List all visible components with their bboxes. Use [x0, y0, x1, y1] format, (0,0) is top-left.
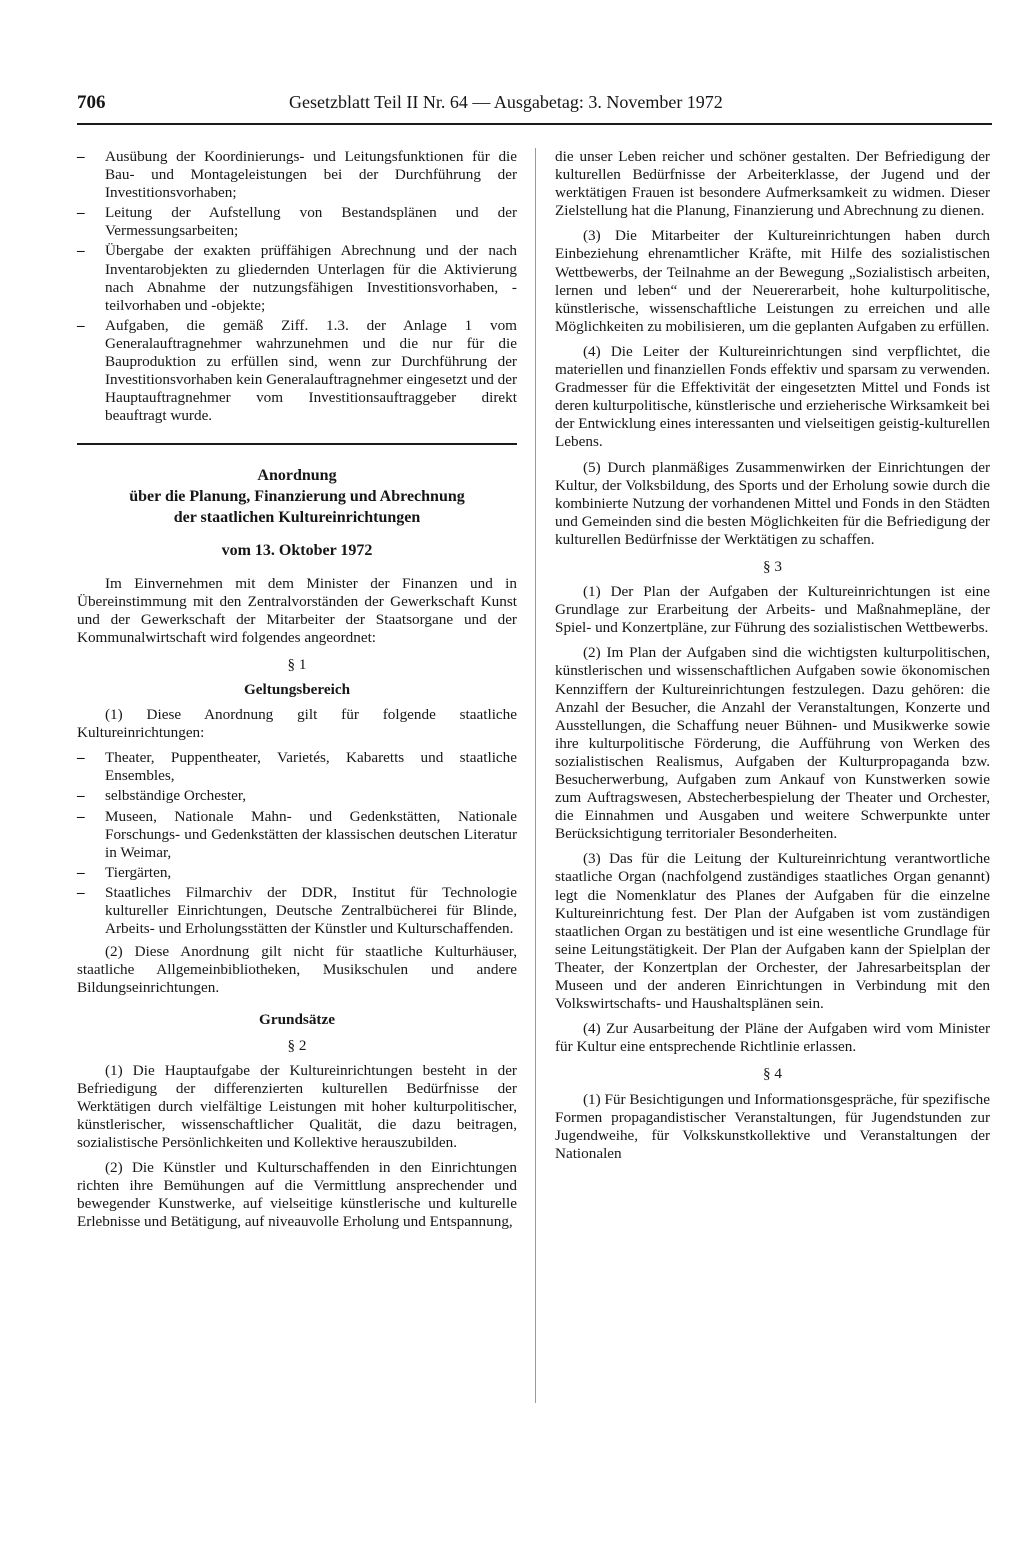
paragraph: (1) Diese Anordnung gilt für folgende staatliche Kultureinrichtungen: — [77, 706, 517, 742]
list-item: – Übergabe der exakten prüffähigen Abrechnung und der nach Inventarobjekten zu gliedernden Unterlagen für die Aktivierung nach Abnahme der nutzungsfähigen Investitionsvorhaben, -teilvorhaben und -objekte; — [77, 242, 517, 314]
header-title: Gesetzblatt Teil II Nr. 64 — Ausgabetag: 3. November 1972 — [289, 92, 723, 112]
section-label: § 3 — [763, 557, 782, 575]
preamble: Im Einvernehmen mit dem Minister der Finanzen und in Übereinstimmung mit den Zentralvorständen der Gewerkschaft Kunst und der Gewerkschaft der Mitarbeiter der Staatsorgane und der Kommunalwirtschaft wird folgendes angeordnet: — [77, 574, 517, 646]
section-heading: Geltungsbereich — [243, 680, 351, 698]
list-item: – Aufgaben, die gemäß Ziff. 1.3. der Anlage 1 vom Generalauftragnehmer wahrzunehmen und die nur für die Bauproduktion zu erfüllen sind, wenn zur Durchführung der Investitionsvorhaben kein Generalauftragnehmer eingesetzt und der Hauptauftragnehmer vom Investitionsauftraggeber direkt beauftragt wurde. — [77, 317, 517, 426]
paragraph: (2) Die Künstler und Kulturschaffenden in den Einrichtungen richten ihre Bemühungen auf die Vermittlung ansprechender und bewegender Kunstwerke, auf vielseitige künstlerische und kulturelle Erlebnisse und Betätigung, auf niveauvolle Erholung und Entspannung, — [77, 1159, 517, 1231]
list-item: – Theater, Puppentheater, Varietés, Kabaretts und staatliche Ensembles, — [77, 749, 517, 785]
scope-list — [77, 749, 517, 938]
column-divider — [535, 148, 536, 1403]
paragraph: (1) Der Plan der Aufgaben der Kultureinrichtungen ist eine Grundlage zur Erarbeitung der Arbeits- und Maßnahmepläne, der Spiel- und Konzertpläne, zur Führung des sozialistischen Wettbewerbs. — [555, 583, 990, 637]
paragraph: (1) Für Besichtigungen und Informationsgespräche, für spezifische Formen propagandistischer Veranstaltungen, für Jugendstunden zur Jugendweihe, für Volkskunstkollektive und Veranstaltungen der Nationalen — [555, 1090, 990, 1162]
list-item: – selbständige Orchester, — [77, 787, 517, 805]
paragraph: (3) Die Mitarbeiter der Kultureinrichtungen haben durch Einbeziehung ehrenamtlicher Kräfte, mit Hilfe des sozialistischen Wettbewerbs, der Teilnahme an der Bewegung „Sozialistisch arbeiten, lernen und leben“ und der Neuererarbeit, hohe kulturpolitische, künstlerische, wissenschaftliche Leistungen zu erreichen und alle Möglichkeiten zu mobilisieren, um die geplanten Aufgaben zu erfüllen. — [555, 227, 990, 335]
title-line: über die Planung, Finanzierung und Abrechnung — [129, 488, 465, 506]
section-heading: Grundsätze — [259, 1011, 335, 1029]
page-number: 706 — [77, 92, 106, 113]
duties-list — [77, 148, 517, 425]
paragraph: die unser Leben reicher und schöner gestalten. Der Befriedigung der kulturellen Bedürfnisse der Arbeiterklasse, der Jugend und der werktätigen Frauen ist besondere Aufmerksamkeit zu widmen. Dieser Zielstellung hat die Planung, Finanzierung und Abrechnung zu dienen. — [555, 148, 990, 220]
left-column — [77, 148, 517, 1239]
list-item: – Staatliches Filmarchiv der DDR, Institut für Technologie kultureller Einrichtungen, Deutsche Zentralbücherei für Blinde, Arbeits- und Erholungsstätten der Künstler und Kulturschaffenden. — [77, 884, 517, 938]
section-separator — [77, 443, 517, 445]
ordinance-title — [77, 465, 517, 528]
paragraph: (3) Das für die Leitung der Kultureinrichtung verantwortliche staatliche Organ (nachfolgend zuständiges staatliches Organ genannt) legt die Nomenklatur des Planes der Aufgaben für die einzelne Kultureinrichtung fest. Der Plan der Aufgaben ist vom zuständigen staatlichen Organ zu bestätigen und ist eine wesentliche Grundlage für seine Leitungstätigkeit. Der Plan der Aufgaben kann der Spielplan der Theater, der Konzertplan der Orchester, der Jahresarbeitsplan der Museen und der anderen Einrichtungen in Verbindung mit den Volkswirtschafts- und Haushaltsplänen sein. — [555, 850, 990, 1013]
section-label: § 2 — [287, 1036, 307, 1054]
page-header — [77, 92, 797, 122]
right-column — [555, 148, 990, 1170]
paragraph: (1) Die Hauptaufgabe der Kultureinrichtungen besteht in der Befriedigung der differenzierten kulturellen Bedürfnisse der Werktätigen durch vielfältige Leistungen mit hoher kulturpolitischer, künstlerischer, wissenschaftlicher Qualität, die dazu beitragen, sozialistische Persönlichkeiten und Kollektive herauszubilden. — [77, 1061, 517, 1152]
ordinance-date: vom 13. Oktober 1972 — [221, 542, 373, 560]
paragraph: (2) Im Plan der Aufgaben sind die wichtigsten kulturpolitischen, künstlerischen und wissenschaftlichen Aufgaben sowie ökonomischen Kennziffern der Kultureinrichtungen festzulegen. Dazu gehören: die Anzahl der Besucher, die Anzahl der Veranstaltungen, Konzerte und Ausstellungen, die Schaffung neuer Bühnen- und Musikwerke sowie ihre kulturpolitische Förderung, die Aufführung von Werken des sozialistischen Realismus, Aufgaben der Kulturpropaganda bzw. Besucherwerbung, Aufgaben zum Ankauf von Kunstwerken sowie zum Auftragswesen, Abstecherbespielung der Theater und Orchester, die Einnahmen und Ausgaben und weitere Schwerpunkte unter Berücksichtigung territorialer Besonderheiten. — [555, 644, 990, 843]
list-item: – Leitung der Aufstellung von Bestandsplänen und der Vermessungsarbeiten; — [77, 204, 517, 240]
title-line: der staatlichen Kultureinrichtungen — [173, 509, 421, 527]
section-label: § 1 — [287, 655, 307, 673]
list-item: – Museen, Nationale Mahn- und Gedenkstätten, Nationale Forschungs- und Gedenkstätten der klassischen deutschen Literatur in Weimar, — [77, 808, 517, 862]
list-item: – Ausübung der Koordinierungs- und Leitungsfunktionen für die Bau- und Montageleistungen bei der Durchführung der Investitionsvorhaben; — [77, 148, 517, 202]
paragraph: (4) Die Leiter der Kultureinrichtungen sind verpflichtet, die materiellen und finanziellen Fonds effektiv und sparsam zu verwenden. Gradmesser für die Effektivität der eingesetzten Mittel und Fonds ist deren kulturpolitische, künstlerische und erzieherische Wirksamkeit bei der Entwicklung eines interessanten und vielseitigen geistig-kulturellen Lebens. — [555, 342, 990, 451]
paragraph: (2) Diese Anordnung gilt nicht für staatliche Kulturhäuser, staatliche Allgemeinbibliotheken, Musikschulen und andere Bildungseinrichtungen. — [77, 943, 517, 997]
list-item: – Tiergärten, — [77, 864, 517, 882]
title-line: Anordnung — [257, 467, 337, 485]
header-rule — [77, 123, 992, 125]
section-label: § 4 — [763, 1065, 782, 1083]
paragraph: (4) Zur Ausarbeitung der Pläne der Aufgaben wird vom Minister für Kultur eine entsprechende Richtlinie erlassen. — [555, 1020, 990, 1056]
paragraph: (5) Durch planmäßiges Zusammenwirken der Einrichtungen der Kultur, der Volksbildung, des Sports und der Erholung sowie durch die kombinierte Nutzung der vorhandenen Mittel und Fonds in den Städten und Gemeinden sind die besten Möglichkeiten für die Befriedigung der kulturellen Bedürfnisse der Werktätigen zu schaffen. — [555, 458, 990, 548]
